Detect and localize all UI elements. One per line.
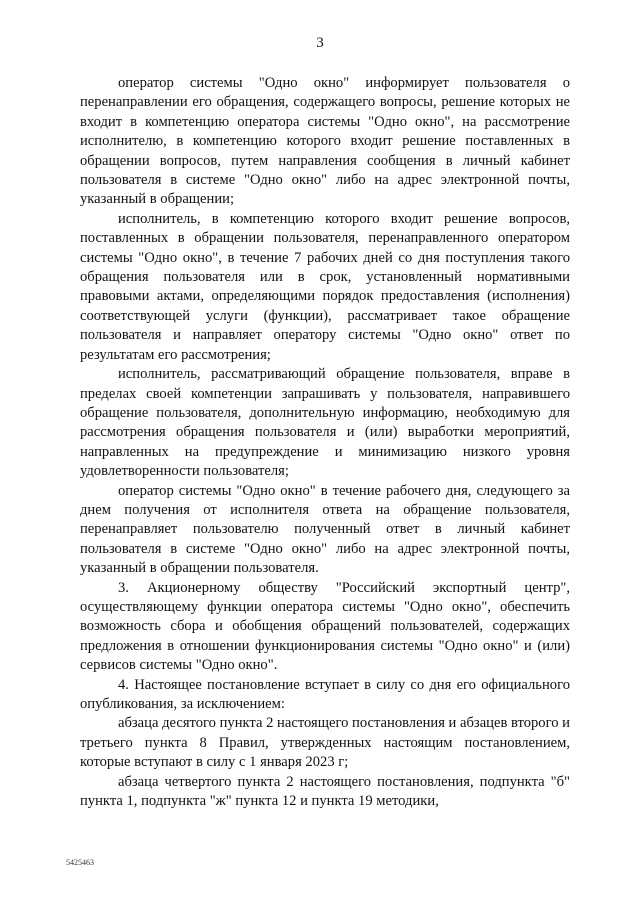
paragraph-executor-responds: исполнитель, в компетенцию которого входит решение вопросов, поставленных в обращении пользователя, перенаправленного оператором системы "Одно окно", в течение 7 рабочих дней со дня поступления такого обращения пользователя или в срок, установленный нормативными правовыми актами, определяющими порядок предоставления (исполнения) соответствующей услуги (функции), рассматривает такое обращение пользователя и направляет оператору системы "Одно окно" ответ по результатам его рассмотрения;	[80, 210, 570, 363]
paragraph-operator-forwards: оператор системы "Одно окно" в течение рабочего дня, следующего за днем получения от исполнителя ответа на обращение пользователя, перенаправляет пользователю полученный ответ в личный кабинет пользователя в системе "Одно окно" либо на адрес электронной почты, указанный в обращении пользователя.	[80, 482, 570, 577]
paragraph-item-4: 4. Настоящее постановление вступает в силу со дня его официального опубликования, за исключением:	[80, 676, 570, 712]
paragraph-exception-2: абзаца четвертого пункта 2 настоящего постановления, подпункта "б" пункта 1, подпункта "ж" пункта 12 и пункта 19 методики,	[80, 773, 570, 810]
paragraph-operator-informs: оператор системы "Одно окно" информирует пользователя о перенаправлении его обращения, содержащего вопросы, решение которых не входит в компетенцию оператора системы "Одно окно", на рассмотрение исполнителю, в компетенцию которого входит решение поставленных в обращении вопросов, путем направления сообщения в личный кабинет пользователя в системе "Одно окно" либо на адрес электронной почты, указанный в обращении;	[80, 75, 570, 208]
document-id: 5425463	[66, 858, 94, 867]
paragraph-exception-1: абзаца десятого пункта 2 настоящего постановления и абзацев второго и третьего пункта 8 Правил, утвержденных настоящим постановлением, которые вступают в силу с 1 января 2023 г;	[80, 715, 570, 771]
paragraph-executor-requests: исполнитель, рассматривающий обращение пользователя, вправе в пределах своей компетенции запрашивать у пользователя, направившего обращение пользователя, дополнительную информацию, необходимую для рассмотрения обращения пользователя и (или) выработки мероприятий, направленных на предупреждение и минимизацию низкого уровня удовлетворенности пользователя;	[80, 366, 570, 480]
paragraph-item-3: 3. Акционерному обществу "Российский экспортный центр", осуществляющему функции оператора системы "Одно окно", обеспечить возможность сбора и обобщения обращений пользователей, содержащих предложения в отношении функционирования системы "Одно окно" и (или) сервисов системы "Одно окно".	[80, 579, 570, 674]
page-number: 3	[316, 35, 324, 51]
document-body	[80, 74, 570, 811]
